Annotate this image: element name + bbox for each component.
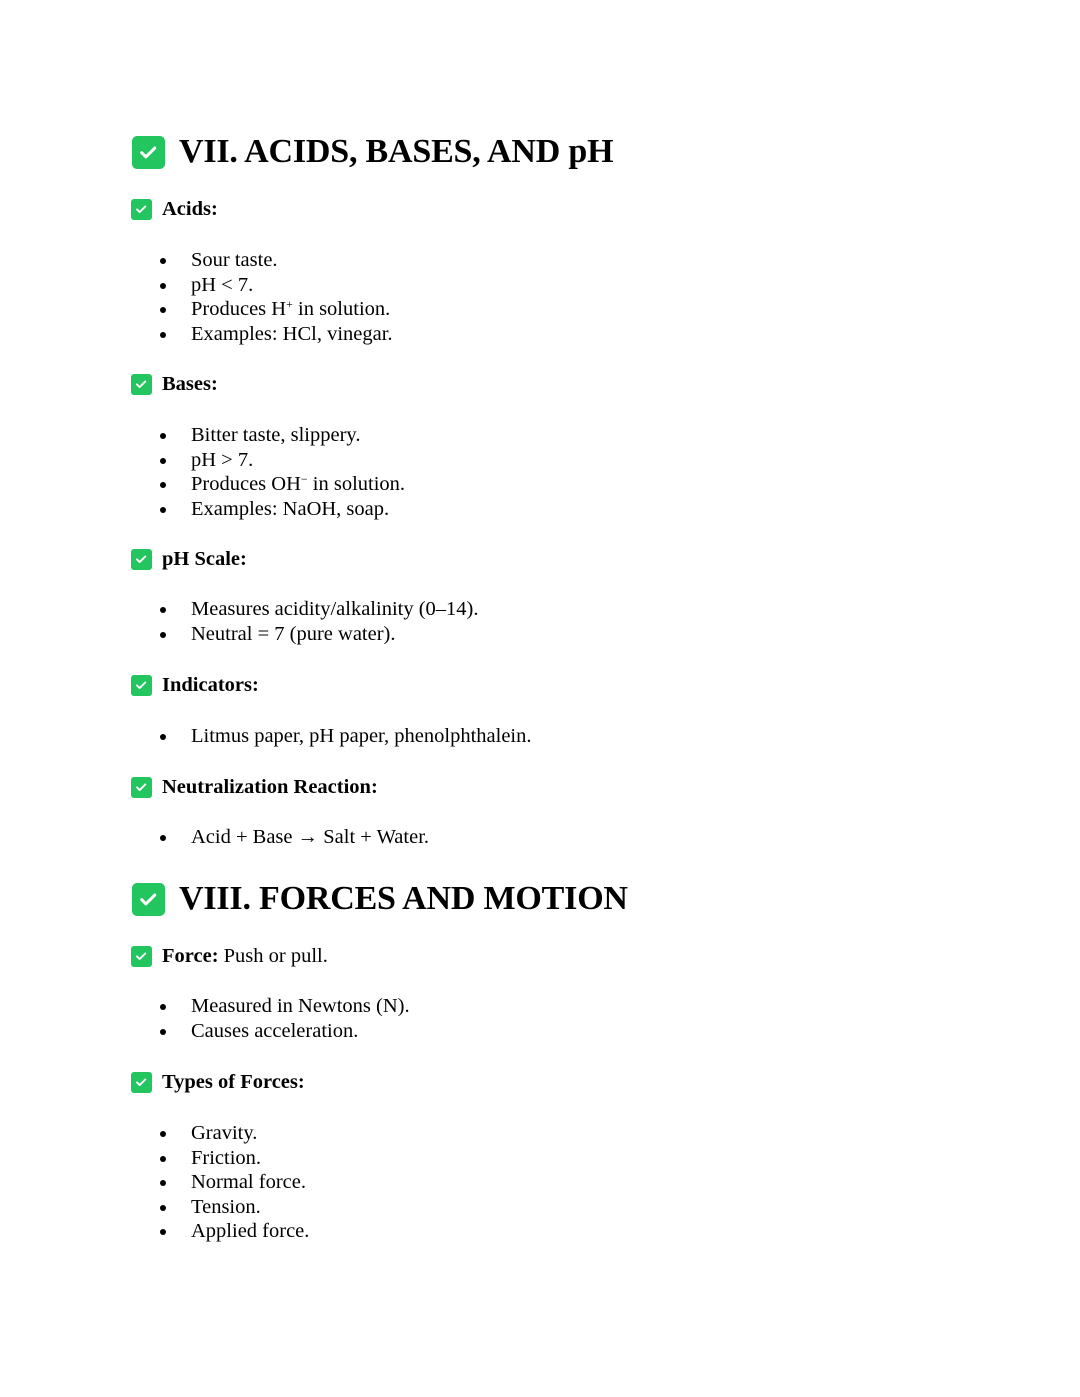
- list-item: Litmus paper, pH paper, phenolphthalein.: [0, 724, 532, 749]
- bullet-icon: [160, 1156, 166, 1162]
- section-heading-forces-motion: [132, 880, 628, 918]
- subsection-heading-bases: [131, 373, 218, 396]
- subsection-heading-acids: [131, 198, 218, 221]
- section-title: VII. ACIDS, BASES, AND pH: [179, 133, 614, 170]
- bullet-icon: [160, 283, 166, 289]
- subsection-title: Types of Forces:: [162, 1071, 305, 1093]
- list-item: Examples: NaOH, soap.: [0, 497, 405, 522]
- bullet-icon: [160, 307, 166, 313]
- bullet-icon: [160, 607, 166, 613]
- bullet-icon: [160, 1131, 166, 1137]
- bullet-icon: [160, 1029, 166, 1035]
- bullet-icon: [160, 332, 166, 338]
- list-item: Measured in Newtons (N).: [0, 994, 410, 1019]
- subsection-title: Acids:: [162, 198, 218, 220]
- subsection-description: Push or pull.: [218, 945, 328, 967]
- check-square-icon: [131, 675, 152, 696]
- check-square-icon: [131, 199, 152, 220]
- bullet-icon: [160, 433, 166, 439]
- bullet-icon: [160, 1004, 166, 1010]
- bullet-icon: [160, 258, 166, 264]
- list-item: Measures acidity/alkalinity (0–14).: [0, 597, 479, 622]
- force-list: [0, 994, 410, 1043]
- list-item: Bitter taste, slippery.: [0, 423, 405, 448]
- list-item: Neutral = 7 (pure water).: [0, 622, 479, 647]
- list-item: Normal force.: [0, 1170, 309, 1195]
- list-item: Causes acceleration.: [0, 1019, 410, 1044]
- list-item: Sour taste.: [0, 248, 393, 273]
- check-square-icon: [131, 946, 152, 967]
- subsection-heading-force: [131, 945, 328, 968]
- list-item: pH > 7.: [0, 448, 405, 473]
- subsection-heading-ph-scale: [131, 548, 247, 571]
- ph-scale-list: [0, 597, 479, 646]
- bullet-icon: [160, 507, 166, 513]
- bullet-icon: [160, 1205, 166, 1211]
- subsection-title: pH Scale:: [162, 548, 247, 570]
- list-item: pH < 7.: [0, 273, 393, 298]
- bases-list: [0, 423, 405, 521]
- bullet-icon: [160, 1180, 166, 1186]
- list-item: Examples: HCl, vinegar.: [0, 322, 393, 347]
- check-square-icon: [131, 374, 152, 395]
- subsection-title: Indicators:: [162, 674, 259, 696]
- section-title: VIII. FORCES AND MOTION: [179, 880, 628, 917]
- subsection-title: Force:: [162, 945, 219, 967]
- check-square-icon: [131, 1072, 152, 1093]
- list-item: Applied force.: [0, 1219, 309, 1244]
- bullet-icon: [160, 734, 166, 740]
- list-item: Produces H+ in solution.: [0, 297, 393, 322]
- subsection-heading-indicators: [131, 674, 259, 697]
- subsection-title: Bases:: [162, 373, 218, 395]
- check-square-icon: [132, 136, 165, 169]
- bullet-icon: [160, 1229, 166, 1235]
- check-square-icon: [132, 883, 165, 916]
- subsection-heading-neutralization: [131, 776, 378, 799]
- list-item: Friction.: [0, 1146, 309, 1171]
- acids-list: [0, 248, 393, 346]
- list-item: Acid + Base → Salt + Water.: [0, 825, 429, 850]
- bullet-icon: [160, 458, 166, 464]
- list-item: Gravity.: [0, 1121, 309, 1146]
- list-item: Tension.: [0, 1195, 309, 1220]
- check-square-icon: [131, 777, 152, 798]
- list-item: Produces OH− in solution.: [0, 472, 405, 497]
- indicators-list: [0, 724, 532, 749]
- types-of-forces-list: [0, 1121, 309, 1244]
- subsection-heading-types-of-forces: [131, 1071, 305, 1094]
- subsection-title: Neutralization Reaction:: [162, 776, 378, 798]
- bullet-icon: [160, 835, 166, 841]
- neutralization-list: [0, 825, 429, 850]
- section-heading-acids-bases-ph: [132, 133, 613, 171]
- check-square-icon: [131, 549, 152, 570]
- bullet-icon: [160, 482, 166, 488]
- bullet-icon: [160, 632, 166, 638]
